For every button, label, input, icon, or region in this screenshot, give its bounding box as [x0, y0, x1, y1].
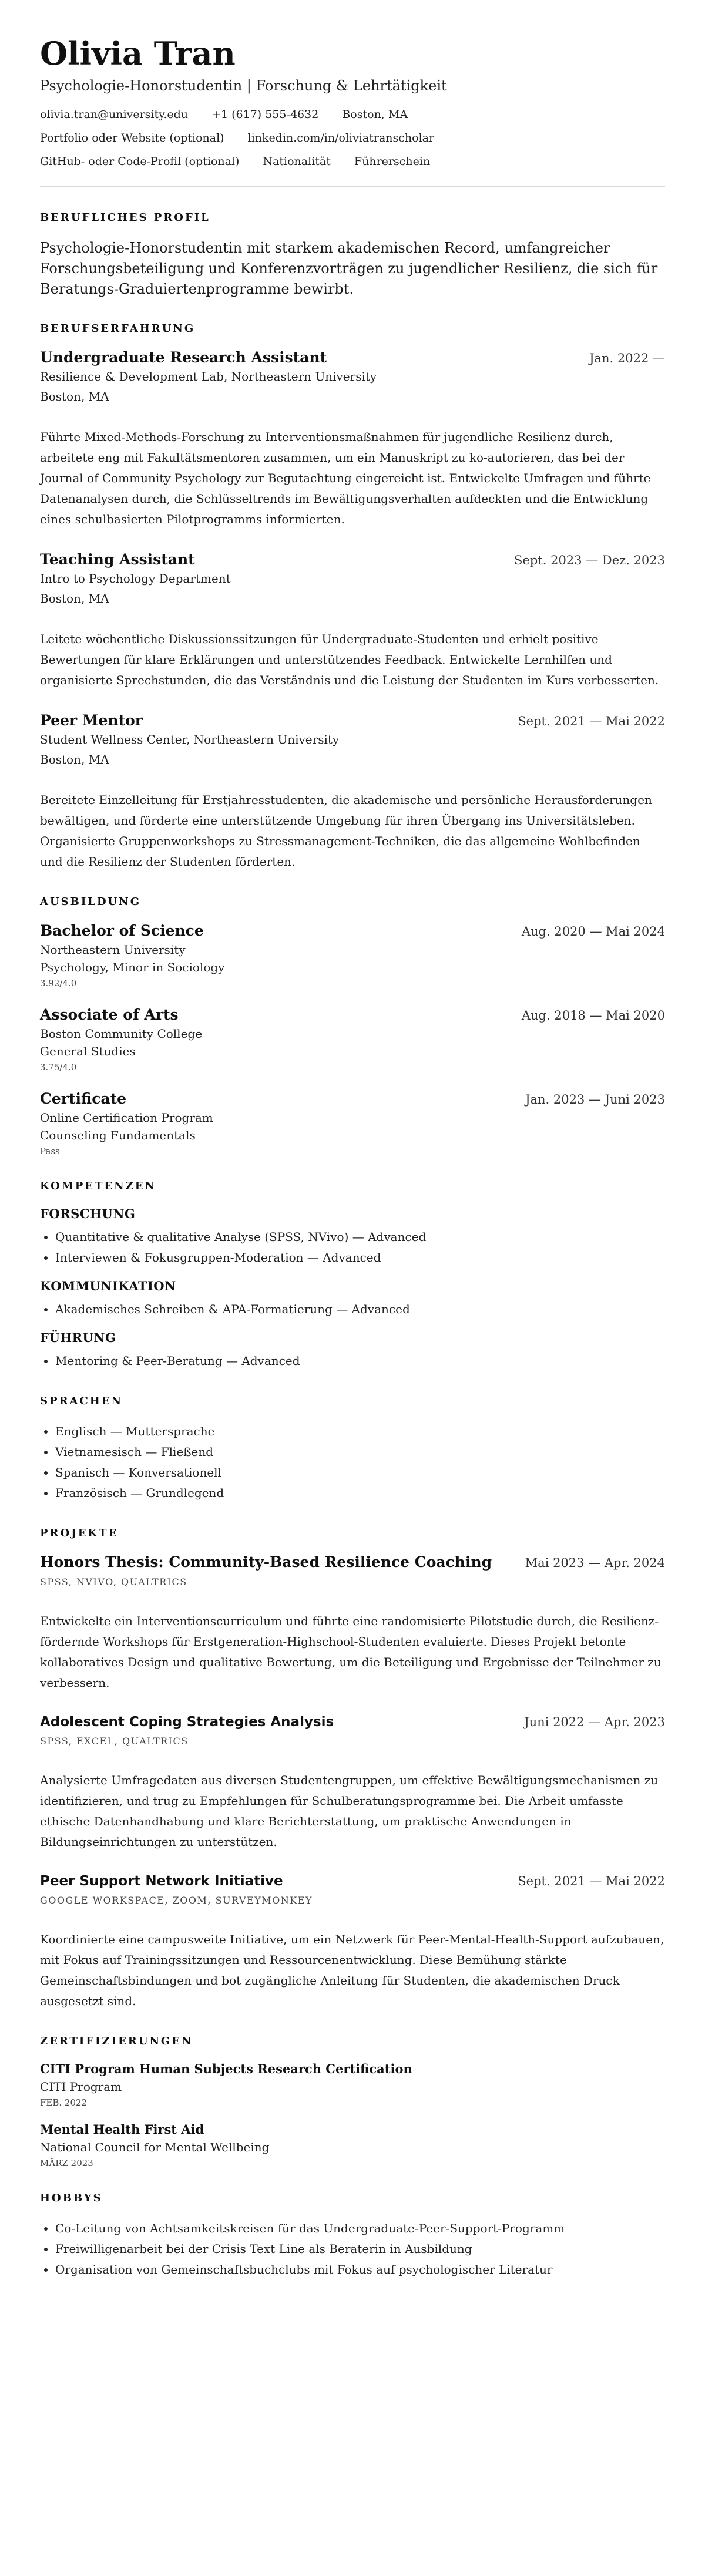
skill-list [40, 1351, 665, 1371]
education-entry [40, 922, 665, 988]
job-title: Teaching Assistant [40, 551, 195, 569]
language-item: • Vietnamesisch — Fließend [55, 1442, 665, 1462]
project-tools: SPSS, EXCEL, QUALTRICS [40, 1736, 189, 1747]
job-description: Führte Mixed-Methods-Forschung zu Interventionsmaßnahmen für jugendliche Resilienz durch, arbeitete eng mit Fakultätsmentoren zusammen, um ein Manuskript zu ko-autorieren, das bei der Journal of Community Psychology zur Begutachtung eingereicht ist. Entwickelte Umfragen und führte Datenanalysen durch, die Schlüsseltrends im Bewältigungsverhalten aufdeckten und die Entwicklung eines schulbasierten Pilotprogramms informierten. [40, 430, 651, 527]
candidate-subtitle: Psychologie-Honorstudentin | Forschung & Lehrtätigkeit [40, 78, 447, 95]
certification-date: FEB. 2022 [40, 2097, 88, 2108]
drivers-license: Führerschein [354, 155, 431, 169]
school-name: Online Certification Program [40, 1111, 213, 1125]
candidate-name: Olivia Tran [40, 35, 236, 72]
certification-date: MÄRZ 2023 [40, 2158, 93, 2169]
job-location: Boston, MA [40, 752, 109, 767]
job-location: Boston, MA [40, 591, 109, 606]
languages-section [40, 1395, 665, 1504]
project-entry [40, 1714, 665, 1852]
education-section [40, 896, 665, 1156]
section-heading: BERUFLICHES PROFIL [40, 211, 210, 224]
nationality: Nationalität [263, 155, 331, 169]
experience-entry [40, 712, 665, 872]
job-organization: Resilience & Development Lab, Northeastern University [40, 369, 377, 384]
experience-section [40, 322, 665, 872]
project-description: Entwickelte ein Interventionscurriculum und führte eine randomisierte Pilotstudie durch, die Resilienz-fördernde Workshops für Erstgeneration-Highschool-Studenten evaluierte. Dieses Projekt betonte kollaboratives Design und qualitative Bewertung, um die Beteiligung und Ergebnisse der Teilnehmer zu verbessern. [40, 1614, 662, 1690]
project-title: Honors Thesis: Community-Based Resilience Coaching [40, 1553, 492, 1571]
skill-category: FORSCHUNG [40, 1206, 136, 1222]
job-description: Leitete wöchentliche Diskussionssitzungen für Undergraduate-Studenten und erhielt positive Bewertungen für klare Erklärungen und unterstützendes Feedback. Entwickelte Lernhilfen und organisierte Sprechstunden, die das Verständnis und die Leistung der Studenten im Kurs verbesserten. [40, 632, 659, 688]
hobby-list [40, 2218, 665, 2280]
grade: 3.92/4.0 [40, 978, 77, 989]
skill-list [40, 1227, 665, 1268]
job-date: Sept. 2021 — Mai 2022 [518, 714, 665, 729]
project-description: Analysierte Umfragedaten aus diversen Studentengruppen, um effektive Bewältigungsmechanismen zu identifizieren, und trug zu Empfehlungen für Schulberatungsprogramme bei. Die Arbeit umfasste ethische Datenhandhabung und klare Berichterstattung, um praktische Anwendungen in Bildungseinrichtungen zu unterstützen. [40, 1773, 659, 1849]
language-item: • Französisch — Grundlegend [55, 1483, 665, 1504]
certification-entry [40, 2122, 665, 2168]
profile-section [40, 211, 665, 299]
project-title: Adolescent Coping Strategies Analysis [40, 1714, 334, 1730]
hobby-item: • Organisation von Gemeinschaftsbuchclubs mit Fokus auf psychologischer Literatur [55, 2259, 665, 2280]
grade: 3.75/4.0 [40, 1062, 77, 1073]
project-title: Peer Support Network Initiative [40, 1874, 283, 1889]
projects-section [40, 1527, 665, 2012]
section-heading: ZERTIFIZIERUNGEN [40, 2035, 193, 2048]
field-of-study: Counseling Fundamentals [40, 1128, 196, 1143]
certification-title: Mental Health First Aid [40, 2122, 204, 2137]
github-link[interactable]: GitHub- oder Code-Profil (optional) [40, 155, 240, 169]
contact-row-1 [40, 108, 665, 121]
project-tools: GOOGLE WORKSPACE, ZOOM, SURVEYMONKEY [40, 1895, 313, 1906]
job-date: Sept. 2023 — Dez. 2023 [514, 553, 665, 568]
project-entry [40, 1874, 665, 2012]
phone-number: +1 (617) 555-4632 [212, 108, 319, 122]
section-heading: AUSBILDUNG [40, 896, 142, 909]
job-description: Bereitete Einzelleitung für Erstjahresstudenten, die akademische und persönliche Herausforderungen bewältigen, und förderte eine unterstützende Umgebung für ihren Übergang ins Universitätsleben. Organisierte Gruppenworkshops zu Stressmanagement-Techniken, die das allgemeine Wohlbefinden und die Resilienz der Studenten förderten. [40, 793, 652, 869]
degree-title: Certificate [40, 1090, 127, 1108]
skill-category: KOMMUNIKATION [40, 1279, 176, 1294]
job-title: Undergraduate Research Assistant [40, 349, 327, 366]
job-organization: Student Wellness Center, Northeastern University [40, 732, 340, 747]
project-tools: SPSS, NVIVO, QUALTRICS [40, 1576, 187, 1588]
section-heading: PROJEKTE [40, 1527, 119, 1540]
project-description: Koordinierte eine campusweite Initiative, um ein Netzwerk für Peer-Mental-Health-Support aufzubauen, mit Fokus auf Trainingssitzungen und Ressourcenentwicklung. Diese Bemühung stärkte Gemeinschaftsbindungen und bot zugängliche Anleitung für Studenten, die akademischen Druck ausgesetzt sind. [40, 1932, 664, 2009]
linkedin-link[interactable]: linkedin.com/in/oliviatranscholar [247, 132, 435, 145]
education-date: Aug. 2020 — Mai 2024 [521, 924, 665, 939]
skill-item: • Mentoring & Peer-Beratung — Advanced [55, 1351, 665, 1371]
grade: Pass [40, 1146, 60, 1157]
job-title: Peer Mentor [40, 712, 143, 729]
education-entry [40, 1090, 665, 1156]
certification-entry [40, 2062, 665, 2108]
skills-section [40, 1180, 665, 1371]
certifications-section [40, 2035, 665, 2168]
portfolio-link[interactable]: Portfolio oder Website (optional) [40, 132, 224, 145]
profile-summary: Psychologie-Honorstudentin mit starkem akademischen Record, umfangreicher Forschungsbeteiligung und Konferenzvorträgen zu jugendlicher Resilienz, die sich für Beratungs-Graduiertenprogramme bewirbt. [40, 240, 658, 297]
hobby-item: • Freiwilligenarbeit bei der Crisis Text Line als Beraterin in Ausbildung [55, 2239, 665, 2259]
language-item: • Englisch — Muttersprache [55, 1421, 665, 1442]
job-date: Jan. 2022 — [589, 351, 665, 366]
section-heading: HOBBYS [40, 2192, 103, 2205]
section-heading: BERUFSERFAHRUNG [40, 322, 196, 335]
field-of-study: General Studies [40, 1044, 136, 1059]
project-entry [40, 1553, 665, 1693]
experience-entry [40, 349, 665, 530]
education-date: Jan. 2023 — Juni 2023 [525, 1092, 665, 1107]
degree-title: Bachelor of Science [40, 922, 204, 940]
job-organization: Intro to Psychology Department [40, 571, 231, 586]
degree-title: Associate of Arts [40, 1006, 179, 1024]
hobbies-section [40, 2192, 665, 2280]
contact-row-2 [40, 132, 665, 144]
education-date: Aug. 2018 — Mai 2020 [521, 1008, 665, 1023]
section-heading: KOMPETENZEN [40, 1180, 156, 1193]
email-link[interactable]: olivia.tran@university.edu [40, 108, 189, 122]
skill-item: • Quantitative & qualitative Analyse (SPSS, NVivo) — Advanced [55, 1227, 665, 1247]
language-item: • Spanisch — Konversationell [55, 1462, 665, 1483]
section-heading: SPRACHEN [40, 1395, 123, 1408]
hobby-item: • Co-Leitung von Achtsamkeitskreisen für das Undergraduate-Peer-Support-Programm [55, 2218, 665, 2239]
skill-item: • Interviewen & Fokusgruppen-Moderation — Advanced [55, 1247, 665, 1268]
project-date: Sept. 2021 — Mai 2022 [518, 1874, 665, 1889]
skill-list [40, 1299, 665, 1320]
project-date: Juni 2022 — Apr. 2023 [524, 1715, 665, 1730]
resume-header [40, 35, 665, 168]
header-divider [40, 186, 665, 187]
school-name: Boston Community College [40, 1027, 203, 1041]
project-date: Mai 2023 — Apr. 2024 [525, 1556, 665, 1571]
skill-category: FÜHRUNG [40, 1330, 116, 1346]
location: Boston, MA [342, 108, 408, 122]
certification-title: CITI Program Human Subjects Research Certification [40, 2062, 412, 2077]
field-of-study: Psychology, Minor in Sociology [40, 960, 225, 975]
experience-entry [40, 551, 665, 691]
job-location: Boston, MA [40, 389, 109, 404]
skill-item: • Akademisches Schreiben & APA-Formatierung — Advanced [55, 1299, 665, 1320]
language-list [40, 1421, 665, 1504]
certification-issuer: National Council for Mental Wellbeing [40, 2140, 270, 2155]
resume-page [40, 35, 665, 2280]
contact-row-3 [40, 155, 665, 168]
education-entry [40, 1006, 665, 1072]
certification-issuer: CITI Program [40, 2080, 122, 2094]
school-name: Northeastern University [40, 943, 186, 957]
